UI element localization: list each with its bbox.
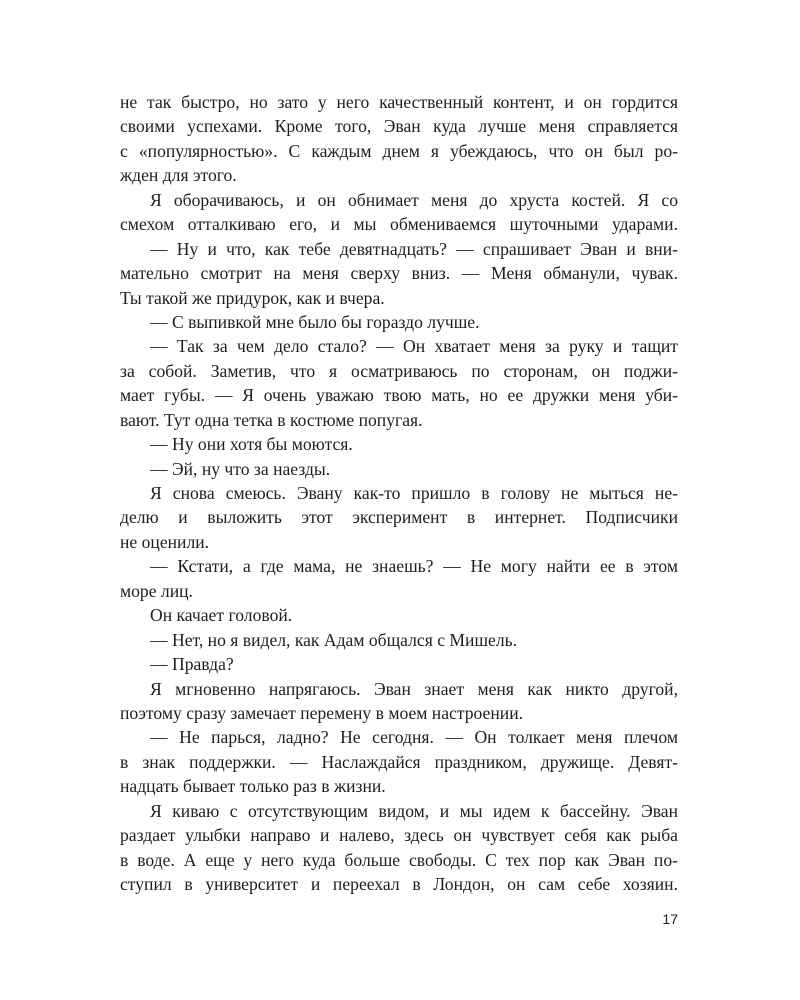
text-line: жден для этого. xyxy=(120,165,237,186)
text-line: не так быстро, но зато у него качественный контент, и он гордится xyxy=(120,92,678,112)
text-line: Ты такой же придурок, как и вчера. xyxy=(120,287,385,308)
text-line: поэтому сразу замечает перемену в моем настроении. xyxy=(120,703,524,723)
text-line: море лиц. xyxy=(120,580,193,601)
text-line: своими успехами. Кроме того, Эван куда лучше меня справляется xyxy=(120,116,678,137)
text-line: делю и выложить этот эксперимент в интернет. Подписчики xyxy=(120,507,678,528)
text-line: Я снова смеюсь. Эвану как-то пришло в голову не мыться не- xyxy=(150,483,678,504)
text-line: Он качает головой. xyxy=(150,605,293,626)
text-line: — Правда? xyxy=(150,654,234,675)
text-line: надцать бывает только раз в жизни. xyxy=(120,776,386,797)
text-line: — Ну они хотя бы моются. xyxy=(150,434,353,455)
text-line: — Нет, но я видел, как Адам общался с Мишель. xyxy=(150,629,518,650)
text-line: — Ну и что, как тебе девятнадцать? — спрашивает Эван и вни- xyxy=(150,238,678,259)
text-line: Я мгновенно напрягаюсь. Эван знает меня как никто другой, xyxy=(150,678,678,699)
text-line: — С выпивкой мне было бы гораздо лучше. xyxy=(150,311,480,332)
page-number: 17 xyxy=(662,911,678,927)
text-line: раздает улыбки направо и налево, здесь он чувствует себя как рыба xyxy=(120,825,678,846)
text-line: Я оборачиваюсь, и он обнимает меня до хруста костей. Я со xyxy=(150,189,678,210)
text-line: — Не парься, ладно? Не сегодня. — Он толкает меня плечом xyxy=(150,727,678,748)
text-line: — Так за чем дело стало? — Он хватает меня за руку и тащит xyxy=(150,336,678,357)
text-line: — Кстати, а где мама, не знаешь? — Не могу найти ее в этом xyxy=(150,556,678,577)
text-line: мательно смотрит на меня сверху вниз. — Меня обманули, чувак. xyxy=(120,263,678,284)
text-line: мает губы. — Я очень уважаю твою мать, но ее дружки меня уби- xyxy=(120,385,678,406)
text-line: смехом отталкиваю его, и мы обмениваемся шуточными ударами. xyxy=(120,214,678,235)
text-line: не оценили. xyxy=(120,531,210,552)
text-line: в воде. А еще у него куда больше свободы. С тех пор как Эван по- xyxy=(120,849,678,870)
text-line: за собой. Заметив, что я осматриваюсь по сторонам, он поджи- xyxy=(120,360,678,381)
text-line: вают. Тут одна тетка в костюме попугая. xyxy=(120,409,423,430)
text-line: Я киваю с отсутствующим видом, и мы идем к бассейну. Эван xyxy=(150,800,678,821)
text-line: в знак поддержки. — Наслаждайся праздником, дружище. Девят- xyxy=(120,751,678,772)
text-line: ступил в университет и переехал в Лондон, он сам себе хозяин. xyxy=(120,874,678,895)
text-line: с «популярностью». С каждым днем я убеждаюсь, что он был ро- xyxy=(120,140,678,161)
text-line: — Эй, ну что за наезды. xyxy=(150,458,331,479)
